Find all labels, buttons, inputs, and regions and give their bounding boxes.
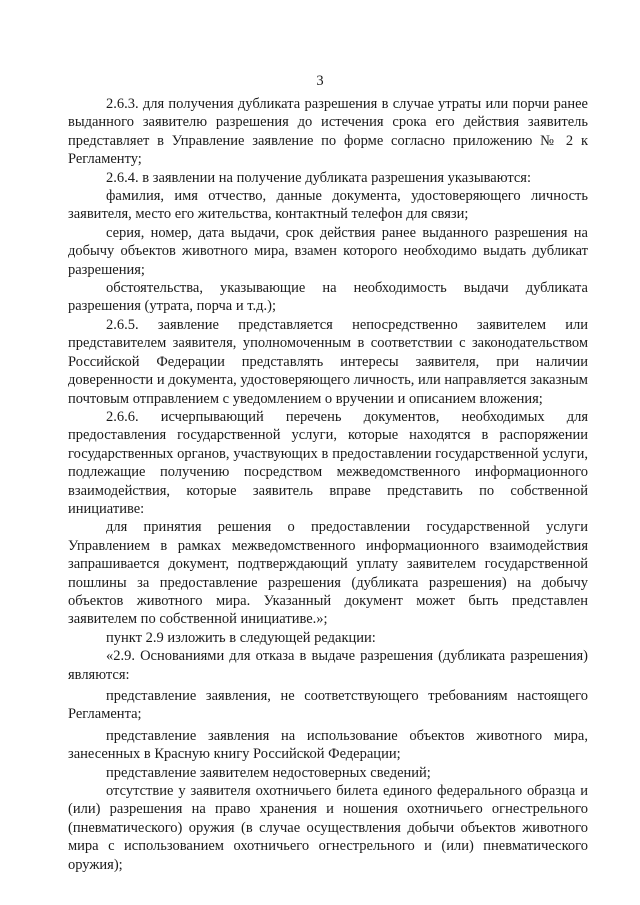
paragraph-permit-details: серия, номер, дата выдачи, срок действия ранее выданного разрешения на добычу объектов животного мира, взамен которого необходимо выдать дубликат разрешения;: [68, 224, 588, 278]
paragraph-clause-2-9-intro: пункт 2.9 изложить в следующей редакции:: [106, 629, 376, 646]
paragraph-2-6-3: 2.6.3. для получения дубликата разрешения в случае утраты или порчи ранее выданного заявителю разрешения до истечения срока его действия заявитель представляет в Управление заявление по форме согласно приложению № 2 к Регламенту;: [68, 96, 588, 168]
paragraph-2-6-4: 2.6.4. в заявлении на получение дубликата разрешения указываются:: [106, 169, 532, 186]
paragraph-refusal-nonconforming: представление заявления, не соответствующего требованиям настоящего Регламента;: [68, 688, 588, 723]
paragraph-2-6-6: 2.6.6. исчерпывающий перечень документов, необходимых для предоставления государственной услуги, которые находятся в распоряжении государственных органов, участвующих в предоставлении государственной услуги, подлежащие получению посредством межведомственного информационного взаимодействия, которые заявитель вправе представить по собственной инициативе:: [68, 408, 588, 517]
paragraph-applicant-details: фамилия, имя отчество, данные документа, удостоверяющего личность заявителя, место его жительства, контактный телефон для связи;: [68, 188, 588, 223]
paragraph-refusal-no-license: отсутствие у заявителя охотничьего билета единого федерального образца и (или) разрешения на право хранения и ношения охотничьего огнестрельного (пневматического) оружия (в случае осуществления добычи объектов животного мира с использованием охотничьего огнестрельного и (или) пневматического оружия);: [68, 783, 588, 873]
paragraph-refusal-red-book: представление заявления на использование объектов животного мира, занесенных в Красную книгу Российской Федерации;: [68, 727, 588, 763]
paragraph-2-6-5: 2.6.5. заявление представляется непосредственно заявителем или представителем заявителя, уполномоченным в соответствии с законодательством Российской Федерации представлять интересы заявителя, при наличии доверенности и документа, удостоверяющего личность, или направляется заказным почтовым отправлением с уведомлением о вручении и описанием вложения;: [68, 316, 588, 407]
page-number: 3: [316, 73, 324, 89]
paragraph-interagency-request: для принятия решения о предоставлении государственной услуги Управлением в рамках межведомственного информационного взаимодействия запрашивается документ, подтверждающий уплату заявителем государственной пошлины за предоставление разрешения (дубликата разрешения) на добычу объектов животного мира. Указанный документ может быть представлен заявителем по собственной инициативе.»;: [68, 519, 588, 628]
paragraph-refusal-false-info: представление заявителем недостоверных сведений;: [106, 764, 431, 781]
paragraph-2-9: «2.9. Основаниями для отказа в выдаче разрешения (дубликата разрешения) являются:: [68, 648, 588, 683]
paragraph-circumstances: обстоятельства, указывающие на необходимость выдачи дубликата разрешения (утрата, порча и т.д.);: [68, 280, 588, 315]
document-body: [68, 95, 588, 874]
